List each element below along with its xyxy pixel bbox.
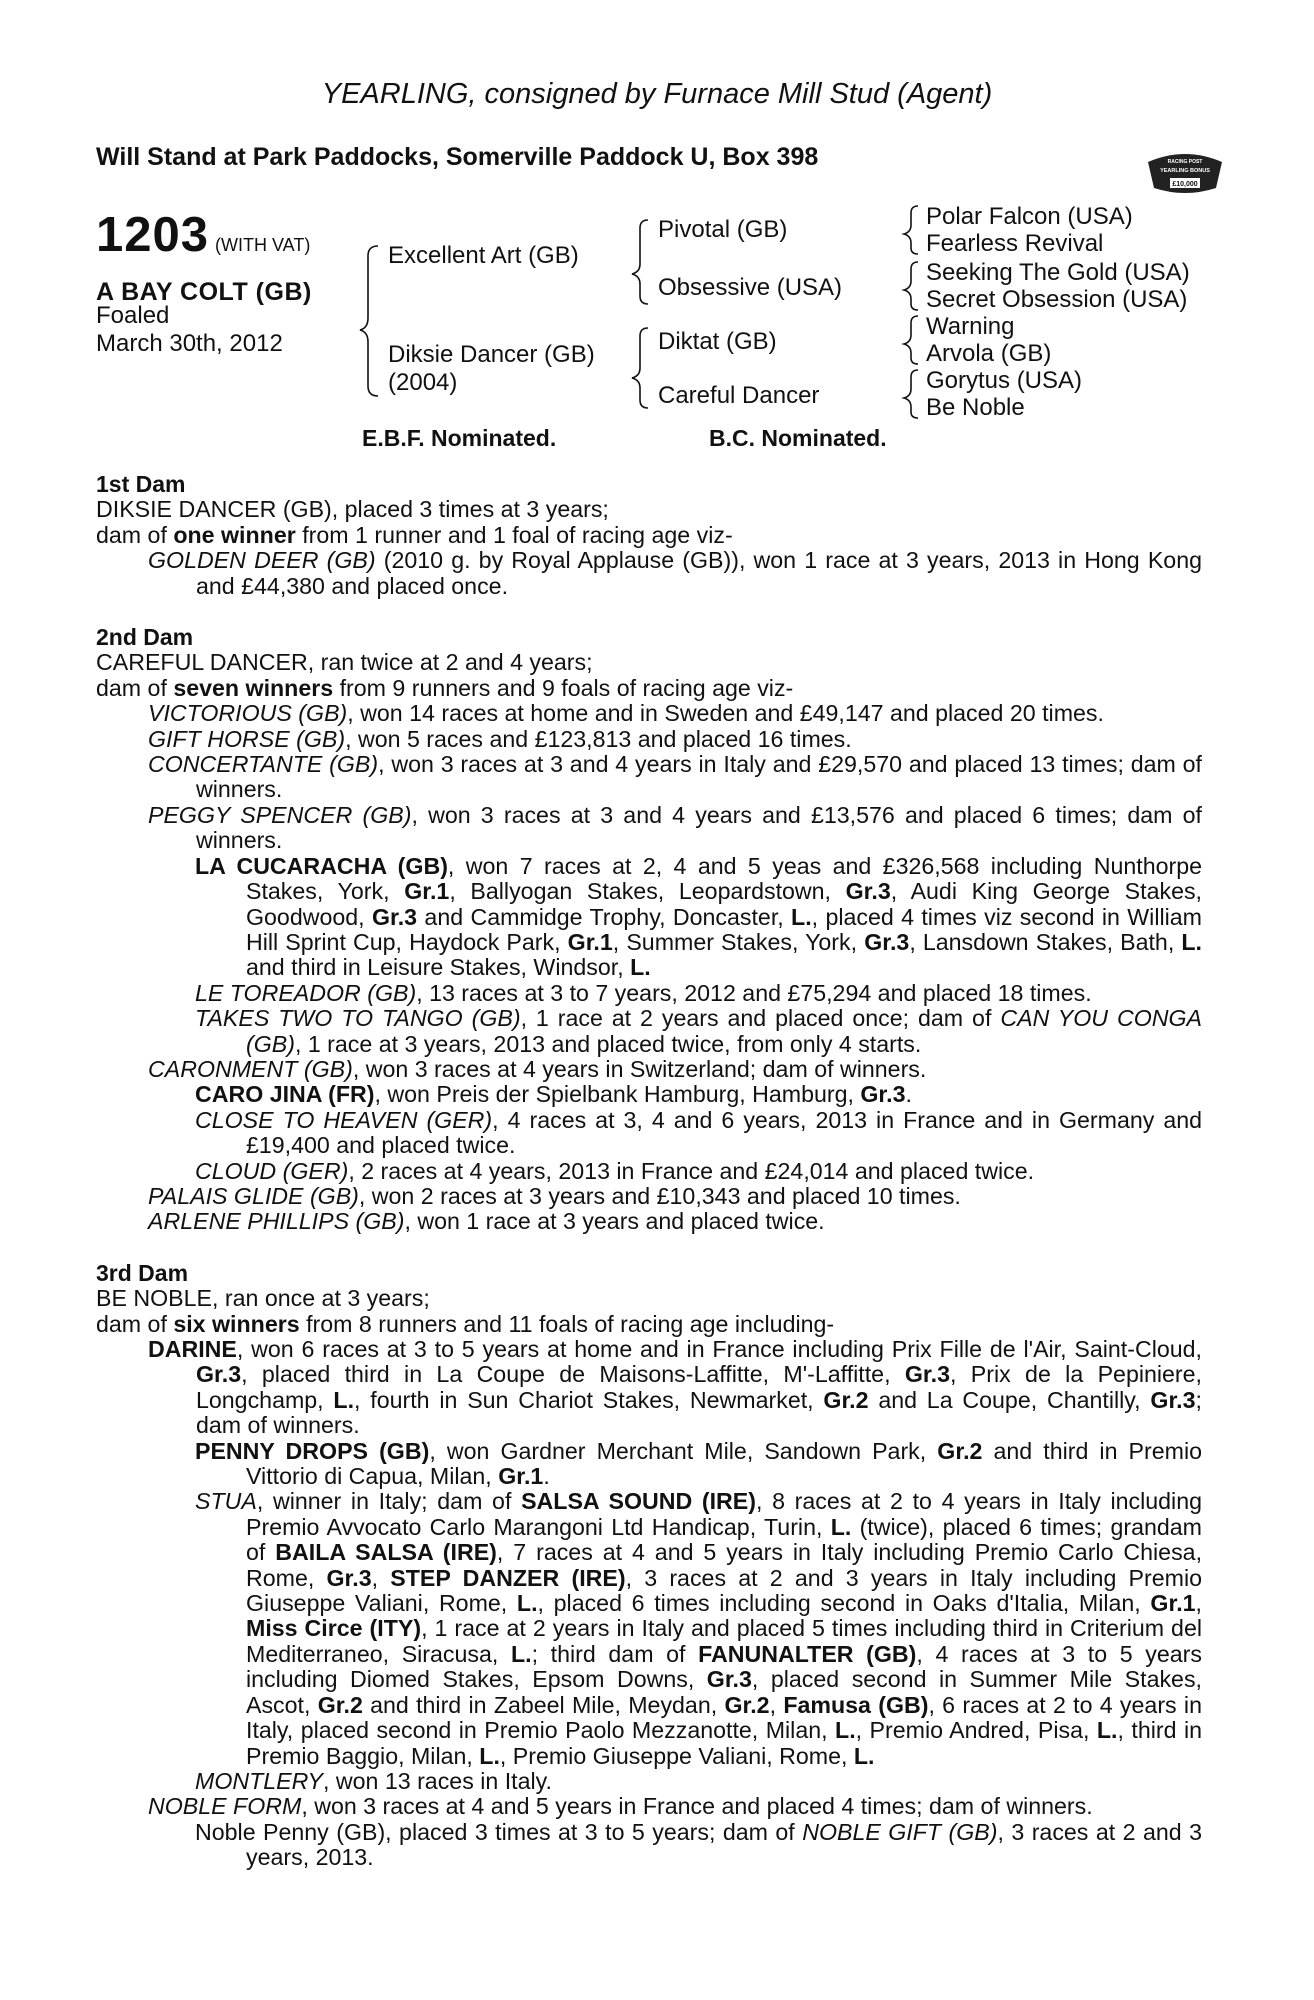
first-dam-line: DIKSIE DANCER (GB), placed 3 times at 3 years; [96,496,609,523]
produce-montlery: MONTLERY, won 13 races in Italy. [195,1767,552,1794]
badge-top-text: RACING POST [1167,159,1203,165]
second-dam-line: CAREFUL DANCER, ran twice at 2 and 4 years; [96,649,593,676]
produce-takes-two-to-tango: TAKES TWO TO TANGO (GB), 1 race at 2 years and placed once; dam of CAN YOU CONGA (GB), 1 race at 3 years, 2013 and placed twice, from only 4 starts. [195,1005,1202,1057]
produce-caro-jina: CARO JINA (FR), won Preis der Spielbank Hamburg, Hamburg, Gr.3. [195,1081,912,1108]
pedigree-gen3-8: Be Noble [926,394,1025,421]
pedigree-dam: Diksie Dancer (GB) [388,341,595,368]
lot-number: 1203 [96,208,210,262]
lot-description: A BAY COLT (GB) [96,278,312,306]
pedigree-gen3-1: Polar Falcon (USA) [926,203,1133,230]
produce-victorious: VICTORIOUS (GB), won 14 races at home and in Sweden and £49,147 and placed 20 times. [148,700,1104,727]
first-dam-heading: 1st Dam [96,471,186,497]
second-dam-heading: 2nd Dam [96,624,194,651]
produce-noble-form: NOBLE FORM, won 3 races at 4 and 5 years in France and placed 4 times; dam of winners. [148,1793,1093,1820]
produce-concertante: CONCERTANTE (GB), won 3 races at 3 and 4 years in Italy and £29,570 and placed 13 times; dam of winners. [148,751,1202,803]
pedigree-gen3-2: Fearless Revival [926,230,1104,257]
pedigree-sire: Excellent Art (GB) [388,242,579,269]
badge-mid-text: YEARLING BONUS [1160,168,1210,174]
badge-amount-text: £10,000 [1172,181,1198,188]
produce-penny-drops: PENNY DROPS (GB), won Gardner Merchant Mile, Sandown Park, Gr.2 and third in Premio Vittorio di Capua, Milan, Gr.1. [195,1437,1203,1490]
ebf-nominated: E.B.F. Nominated. [362,425,557,451]
third-dam-line: BE NOBLE, ran once at 3 years; [96,1285,430,1312]
pedigree-dam-sire: Diktat (GB) [658,328,777,355]
produce-palais-glide: PALAIS GLIDE (GB), won 2 races at 3 years and £10,343 and placed 10 times. [148,1182,961,1209]
pedigree-sire-sire: Pivotal (GB) [658,216,788,243]
bc-nominated: B.C. Nominated. [709,425,887,451]
pedigree-gen3-7: Gorytus (USA) [926,367,1083,394]
first-dam-produce-1: GOLDEN DEER (GB) (2010 g. by Royal Applause (GB)), won 1 race at 3 years, 2013 in Hong Kong and £44,380 and placed once. [148,547,1202,599]
foaled-date: March 30th, 2012 [96,330,283,357]
produce-peggy-spencer: PEGGY SPENCER (GB), won 3 races at 3 and 4 years and £13,576 and placed 6 times; dam of winners. [148,801,1203,854]
third-dam-heading: 3rd Dam [96,1259,189,1286]
second-dam-summary: dam of seven winners from 9 runners and 9 foals of racing age viz- [96,674,794,701]
stand-location: Will Stand at Park Paddocks, Somerville Paddock U, Box 398 [96,143,819,171]
produce-close-to-heaven: CLOSE TO HEAVEN (GER), 4 races at 3, 4 and 6 years, 2013 in France and in Germany and £19,400 and placed twice. [195,1106,1203,1159]
vat-label: (WITH VAT) [215,235,311,255]
pedigree-sire-dam: Obsessive (USA) [658,274,843,301]
pedigree-gen3-3: Seeking The Gold (USA) [926,259,1190,286]
produce-noble-penny: Noble Penny (GB), placed 3 times at 3 to 5 years; dam of NOBLE GIFT (GB), 3 races at 2 and 3 years, 2013. [195,1818,1203,1871]
consignment-line: YEARLING, consigned by Furnace Mill Stud (Agent) [321,78,993,110]
dam-details [96,472,1202,1871]
pedigree-gen3-5: Warning [926,313,1015,340]
first-dam-summary: dam of one winner from 1 runner and 1 foal of racing age viz- [96,521,733,548]
produce-cloud: CLOUD (GER), 2 races at 4 years, 2013 in France and £24,014 and placed twice. [195,1157,1035,1184]
pedigree-gen3-6: Arvola (GB) [926,340,1052,367]
pedigree-dam-dam: Careful Dancer [658,382,820,409]
produce-arlene-phillips: ARLENE PHILLIPS (GB), won 1 race at 3 years and placed twice. [148,1208,825,1235]
foaled-label: Foaled [96,302,170,329]
pedigree-dam-year: (2004) [388,369,458,396]
produce-la-cucaracha: LA CUCARACHA (GB), won 7 races at 2, 4 and 5 yeas and £326,568 including Nunthorpe Stakes, York, Gr.1, Ballyogan Stakes, Leopardstown, Gr.3, Audi King George Stakes, Goodwood, Gr.3 and Cammidge Trophy, Doncaster, L., placed 4 times viz second in William Hill Sprint Cup, Haydock Park, Gr.1, Summer Stakes, York, Gr.3, Lansdown Stakes, Bath, L. and third in Leisure Stakes, Windsor, L. [195,852,1202,981]
third-dam-summary: dam of six winners from 8 runners and 11 foals of racing age including- [96,1310,835,1337]
produce-caronment: CARONMENT (GB), won 3 races at 4 years in Switzerland; dam of winners. [148,1055,927,1082]
produce-le-toreador: LE TOREADOR (GB), 13 races at 3 to 7 years, 2012 and £75,294 and placed 18 times. [195,979,1092,1006]
produce-darine: DARINE, won 6 races at 3 to 5 years at home and in France including Prix Fille de l'Air, Saint-Cloud, Gr.3, placed third in La Coupe de Maisons-Laffitte, M'-Laffitte, Gr.3, Prix de la Pepiniere, Longchamp, L., fourth in Sun Chariot Stakes, Newmarket, Gr.2 and La Coupe, Chantilly, Gr.3; dam of winners. [148,1336,1202,1439]
produce-stua: STUA, winner in Italy; dam of SALSA SOUND (IRE), 8 races at 2 to 4 years in Italy including Premio Avvocato Carlo Marangoni Ltd Handicap, Turin, L. (twice), placed 6 times; grandam of BAILA SALSA (IRE), 7 races at 4 and 5 years in Italy including Premio Carlo Chiesa, Rome, Gr.3, STEP DANZER (IRE), 3 races at 2 and 3 years in Italy including Premio Giuseppe Valiani, Rome, L., placed 6 times including second in Oaks d'Italia, Milan, Gr.1, Miss Circe (ITY), 1 race at 2 years in Italy and placed 5 times including third in Criterium del Mediterraneo, Siracusa, L.; third dam of FANUNALTER (GB), 4 races at 3 to 5 years including Diomed Stakes, Epsom Downs, Gr.3, placed second in Summer Mile Stakes, Ascot, Gr.2 and third in Zabeel Mile, Meydan, Gr.2, Famusa (GB), 6 races at 2 to 4 years in Italy, placed second in Premio Paolo Mezzanotte, Milan, L., Premio Andred, Pisa, L., third in Premio Baggio, Milan, L., Premio Giuseppe Valiani, Rome, L. [195,1488,1203,1769]
pedigree-gen3-4: Secret Obsession (USA) [926,286,1188,313]
produce-gift-horse: GIFT HORSE (GB), won 5 races and £123,813 and placed 16 times. [148,725,852,752]
